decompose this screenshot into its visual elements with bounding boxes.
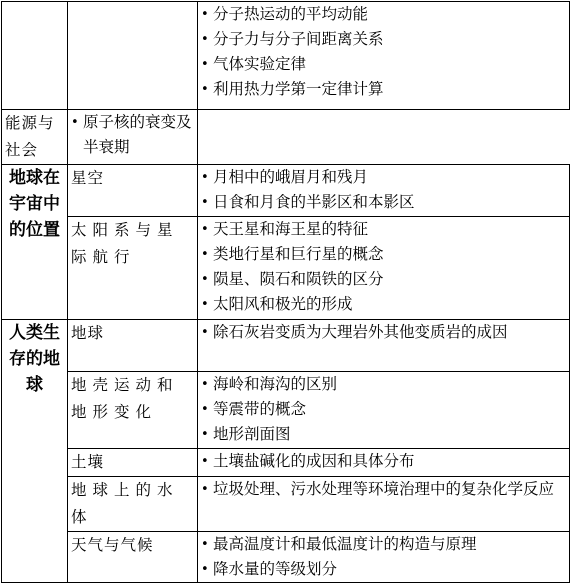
list-item: [201, 449, 566, 474]
topic-cell: 能源与社会: [2, 110, 68, 165]
bullet-icon: •: [201, 32, 209, 47]
bullet-icon: •: [201, 7, 209, 22]
list-item: [201, 320, 566, 345]
domain-cell: 人类生存的地球: [2, 320, 68, 583]
list-item: [201, 242, 566, 267]
bullet-icon: •: [201, 170, 209, 185]
topic-cell: 星空: [68, 165, 198, 217]
bullet-icon: •: [201, 454, 209, 469]
bullet-icon: •: [201, 195, 209, 210]
point-text: 土壤盐碱化的成因和具体分布: [213, 452, 415, 470]
topic-cell: 地壳运动和地形变化: [68, 372, 198, 449]
list-item: [201, 267, 566, 292]
list-item: [201, 165, 566, 190]
bullet-icon: •: [201, 82, 209, 97]
list-item: [201, 77, 566, 102]
point-text: 月相中的峨眉月和残月: [213, 168, 369, 186]
bullet-icon: •: [201, 57, 209, 72]
table-row: [2, 110, 570, 165]
syllabus-table: [1, 1, 570, 583]
bullet-icon: •: [201, 377, 209, 392]
points-cell: [198, 372, 570, 449]
bullet-icon: •: [201, 537, 209, 552]
bullet-icon: •: [201, 562, 209, 577]
bullet-icon: •: [201, 325, 209, 340]
table-row: [2, 217, 570, 320]
bullet-icon: •: [201, 247, 209, 262]
bullet-icon: •: [201, 272, 209, 287]
list-item: [201, 292, 566, 317]
list-item: [201, 52, 566, 77]
points-cell: [198, 449, 570, 477]
list-item: [201, 27, 566, 52]
bullet-icon: •: [71, 115, 79, 130]
point-text: 地形剖面图: [213, 425, 291, 443]
point-text: 降水量的等级划分: [213, 560, 338, 578]
point-text: 分子热运动的平均动能: [213, 5, 369, 23]
point-text: 原子核的衰变及半衰期: [83, 113, 192, 156]
list-item: [201, 477, 566, 502]
point-text: 分子力与分子间距离关系: [213, 30, 384, 48]
table-row: [2, 449, 570, 477]
points-cell: [198, 532, 570, 583]
topic-cell: 天气与气候: [68, 532, 198, 583]
point-text: 海岭和海沟的区别: [213, 375, 338, 393]
point-text: 等震带的概念: [213, 400, 307, 418]
list-item: [201, 532, 566, 557]
points-cell: [68, 110, 198, 165]
points-cell: [198, 320, 570, 372]
point-text: 陨星、陨石和陨铁的区分: [213, 270, 384, 288]
list-item: [201, 2, 566, 27]
points-cell: [198, 2, 570, 110]
point-text: 除石灰岩变质为大理岩外其他变质岩的成因: [213, 323, 508, 341]
table-row: [2, 165, 570, 217]
point-text: 利用热力学第一定律计算: [213, 80, 384, 98]
point-text: 日食和月食的半影区和本影区: [213, 193, 415, 211]
list-item: [201, 557, 566, 582]
point-text: 天王星和海王星的特征: [213, 220, 369, 238]
list-item: [201, 422, 566, 447]
bullet-icon: •: [201, 427, 209, 442]
points-cell: [198, 477, 570, 532]
point-text: 类地行星和巨行星的概念: [213, 245, 384, 263]
table-row: [2, 477, 570, 532]
bullet-icon: •: [201, 297, 209, 312]
bullet-icon: •: [201, 402, 209, 417]
domain-cell: 地球在宇宙中的位置: [2, 165, 68, 320]
point-text: 太阳风和极光的形成: [213, 295, 353, 313]
topic-cell: [68, 2, 198, 110]
table-row: [2, 320, 570, 372]
points-cell: [198, 165, 570, 217]
topic-cell: 地球上的水体: [68, 477, 198, 532]
point-text: 垃圾处理、污水处理等环境治理中的复杂化学反应: [213, 480, 555, 498]
table-row: [2, 532, 570, 583]
points-cell: [198, 217, 570, 320]
point-text: 最高温度计和最低温度计的构造与原理: [213, 535, 477, 553]
topic-cell: 土壤: [68, 449, 198, 477]
list-item: [71, 110, 194, 160]
topic-cell: 太阳系与星际航行: [68, 217, 198, 320]
table-row: [2, 372, 570, 449]
bullet-icon: •: [201, 482, 209, 497]
point-text: 气体实验定律: [213, 55, 307, 73]
list-item: [201, 217, 566, 242]
list-item: [201, 397, 566, 422]
domain-cell: [2, 2, 68, 110]
list-item: [201, 190, 566, 215]
topic-cell: 地球: [68, 320, 198, 372]
table-row: [2, 2, 570, 110]
list-item: [201, 372, 566, 397]
bullet-icon: •: [201, 222, 209, 237]
